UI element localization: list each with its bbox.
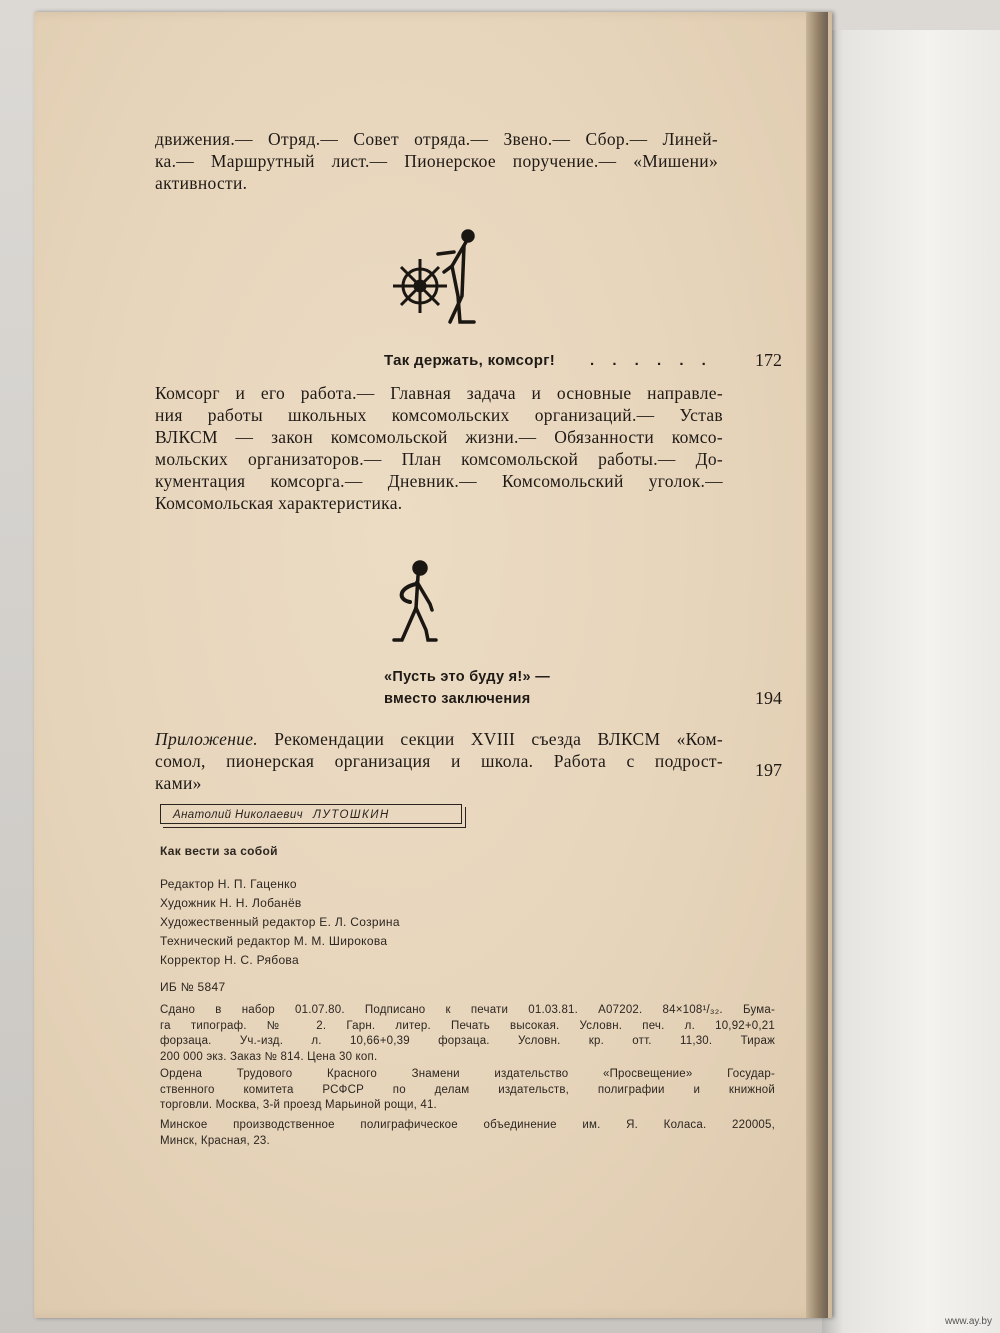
credit-tech-editor: Технический редактор М. М. Широкова bbox=[160, 934, 388, 948]
leader-dots: . . . . . . bbox=[590, 352, 713, 369]
author-name: Анатолий Николаевич bbox=[173, 809, 303, 821]
text-line: ка.— Маршрутный лист.— Пионерское поручение.— «Мишени» bbox=[155, 151, 718, 171]
text-line: торговли. Москва, 3-й проезд Марьиной рощи, 41. bbox=[160, 1099, 437, 1111]
text-line: ния работы школьных комсомольских организаций.— Устав bbox=[155, 405, 723, 425]
section-title: Так держать, комсорг! bbox=[384, 352, 556, 369]
ship-wheel-figure-icon bbox=[382, 226, 482, 326]
page-number: 172 bbox=[755, 350, 782, 370]
publisher-block bbox=[160, 1067, 775, 1114]
walking-figure-icon bbox=[388, 560, 448, 650]
text-line: активности. bbox=[155, 173, 248, 193]
text-line: Минское производственное полиграфическое объединение им. Я. Коласа. 220005, bbox=[160, 1119, 775, 1131]
watermark: www.ay.by bbox=[944, 1316, 992, 1327]
ib-number: ИБ № 5847 bbox=[160, 980, 226, 994]
facing-page bbox=[822, 30, 1000, 1333]
credit-proofreader: Корректор Н. С. Рябова bbox=[160, 953, 299, 967]
author-surname: ЛУТОШКИН bbox=[312, 809, 390, 821]
appendix-label: Приложение. bbox=[155, 729, 258, 749]
text-line: сомол, пионерская организация и школа. Работа с подрост- bbox=[155, 751, 723, 771]
printer-block bbox=[160, 1118, 775, 1149]
text-line: га типограф. № 2. Гарн. литер. Печать высокая. Условн. печ. л. 10,92+0,21 bbox=[160, 1019, 775, 1032]
author-box bbox=[160, 804, 462, 824]
text-line: ками» bbox=[155, 773, 202, 793]
text-line: форзаца. Уч.-изд. л. 10,66+0,39 форзаца. Условн. кр. отт. 11,30. Тираж bbox=[160, 1035, 775, 1047]
title-line: «Пусть это буду я!» — bbox=[384, 669, 551, 685]
text-line: мольских организаторов.— План комсомольской работы.— До- bbox=[155, 449, 723, 469]
credit-artist: Художник Н. Н. Лобанёв bbox=[160, 896, 302, 910]
title-line: вместо заключения bbox=[384, 691, 531, 707]
text-line: Минск, Красная, 23. bbox=[160, 1134, 270, 1147]
text-line: Комсорг и его работа.— Главная задача и основные направле- bbox=[155, 383, 723, 403]
top-paragraph bbox=[155, 128, 718, 194]
page-number: 194 bbox=[755, 688, 782, 708]
text-line: кументация комсорга.— Дневник.— Комсомольский уголок.— bbox=[155, 471, 723, 491]
book-gutter bbox=[806, 12, 828, 1318]
text-span: Рекомендации секции XVIII съезда ВЛКСМ «Ком- bbox=[274, 729, 723, 749]
section2-title bbox=[384, 666, 550, 710]
text-line: движения.— Отряд.— Совет отряда.— Звено.— Сбор.— Линей- bbox=[155, 129, 718, 149]
text-line: ВЛКСМ — закон комсомольской жизни.— Обязанности комсо- bbox=[155, 427, 723, 447]
text-line: Комсомольская характеристика. bbox=[155, 493, 403, 513]
appendix-paragraph bbox=[155, 728, 723, 794]
text-line: Ордена Трудового Красного Знамени издательство «Просвещение» Государ- bbox=[160, 1068, 775, 1080]
text-line: 200 000 экз. Заказ № 814. Цена 30 коп. bbox=[160, 1050, 378, 1063]
imprint-block bbox=[160, 1003, 775, 1065]
book-title: Как вести за собой bbox=[160, 844, 278, 858]
text-line: Сдано в набор 01.07.80. Подписано к печати 01.03.81. А07202. 84×108¹/₃₂. Бума- bbox=[160, 1004, 775, 1016]
credit-art-editor: Художественный редактор Е. Л. Созрина bbox=[160, 915, 400, 929]
credit-editor: Редактор Н. П. Гаценко bbox=[160, 877, 297, 891]
page-number: 197 bbox=[755, 760, 782, 780]
text-line: ственного комитета РСФСР по делам издательств, полиграфии и книжной bbox=[160, 1083, 775, 1096]
appendix-line bbox=[155, 728, 723, 750]
section1-paragraph bbox=[155, 382, 723, 514]
